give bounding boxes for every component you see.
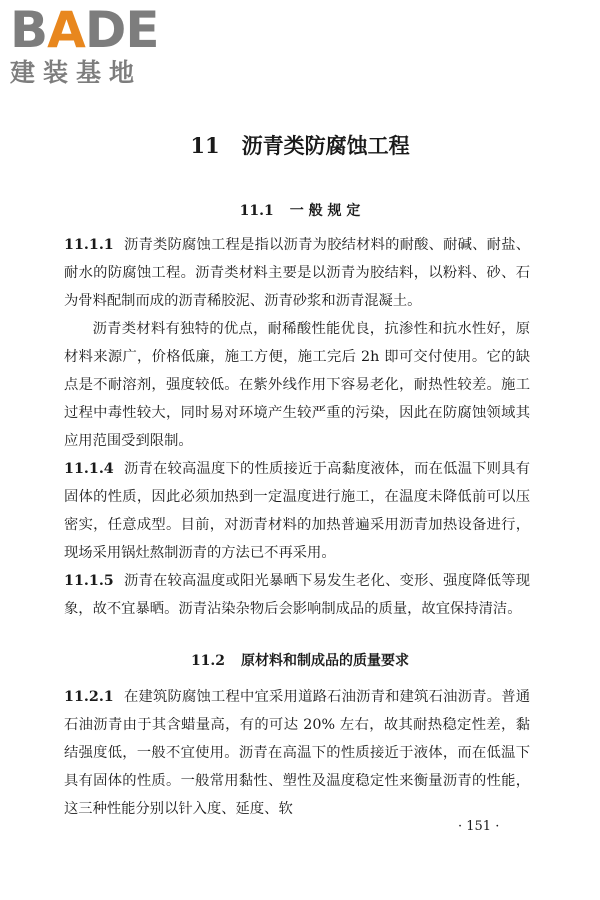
brand-logo-letter-prefix: B xyxy=(10,1,48,59)
section-number: 11.1 xyxy=(239,203,274,219)
brand-logo xyxy=(10,1,185,96)
clause-paragraph xyxy=(64,567,530,623)
section-title-11-2 xyxy=(0,649,600,673)
chapter-title xyxy=(0,131,600,161)
section-title-11-1 xyxy=(0,199,600,223)
clause-text: 沥青类防腐蚀工程是指以沥青为胶结材料的耐酸、耐碱、耐盐、耐水的防腐蚀工程。沥青类材料主要是以沥青为胶结料，以粉料、砂、石为骨料配制而成的沥青稀胶泥、沥青砂浆和沥青混凝土。 xyxy=(64,237,530,309)
clause-text: 沥青在较高温度或阳光暴晒下易发生老化、变形、强度降低等现象，故不宜暴晒。沥青沾染杂物后会影响制成品的质量，故宜保持清洁。 xyxy=(64,573,530,617)
brand-logo-subtitle: 建装基地 xyxy=(10,58,143,87)
clause-number: 11.1.1 xyxy=(64,237,114,253)
brand-logo-letter-suffix: DE xyxy=(84,1,159,59)
clause-number: 11.1.5 xyxy=(64,573,114,589)
clause-paragraph xyxy=(64,231,530,315)
clause-paragraph xyxy=(64,455,530,567)
section-11-1-body xyxy=(64,231,530,623)
clause-number: 11.1.4 xyxy=(64,461,114,477)
body-paragraph xyxy=(64,315,530,455)
brand-logo-letter-accent: A xyxy=(47,1,85,59)
section-title-text: 一 般 规 定 xyxy=(289,203,361,219)
section-11-2-body xyxy=(64,683,530,823)
clause-paragraph xyxy=(64,683,530,823)
page-number: · 151 · xyxy=(458,819,500,834)
clause-text: 沥青在较高温度下的性质接近于高黏度液体，而在低温下则具有固体的性质，因此必须加热到一定温度进行施工，在温度未降低前可以压密实，任意成型。目前，对沥青材料的加热普遍采用沥青加热设备进行，现场采用锅灶熬制沥青的方法已不再采用。 xyxy=(64,461,530,561)
paragraph-text: 沥青类材料有独特的优点，耐稀酸性能优良，抗渗性和抗水性好，原材料来源广，价格低廉，施工方便，施工完后 2h 即可交付使用。它的缺点是不耐溶剂，强度较低。在紫外线作用下容易老化，耐热性较差。施工过程中毒性较大，同时易对环境产生较严重的污染，因此在防腐蚀领域其应用范围受到限制。 xyxy=(64,321,530,449)
clause-number: 11.2.1 xyxy=(64,689,114,705)
section-title-text: 原材料和制成品的质量要求 xyxy=(241,653,410,669)
chapter-title-text: 沥青类防腐蚀工程 xyxy=(241,133,410,158)
brand-logo-wordmark xyxy=(10,1,185,59)
clause-text: 在建筑防腐蚀工程中宜采用道路石油沥青和建筑石油沥青。普通石油沥青由于其含蜡量高，有的可达 20% 左右，故其耐热稳定性差，黏结强度低，一般不宜使用。沥青在高温下的性质接近于液体，而在低温下具有固体的性质。一般常用黏性、塑性及温度稳定性来衡量沥青的性能，这三种性能分别以针入度、延度、软 xyxy=(64,689,530,817)
section-number: 11.2 xyxy=(190,653,226,669)
chapter-number: 11 xyxy=(190,133,220,158)
